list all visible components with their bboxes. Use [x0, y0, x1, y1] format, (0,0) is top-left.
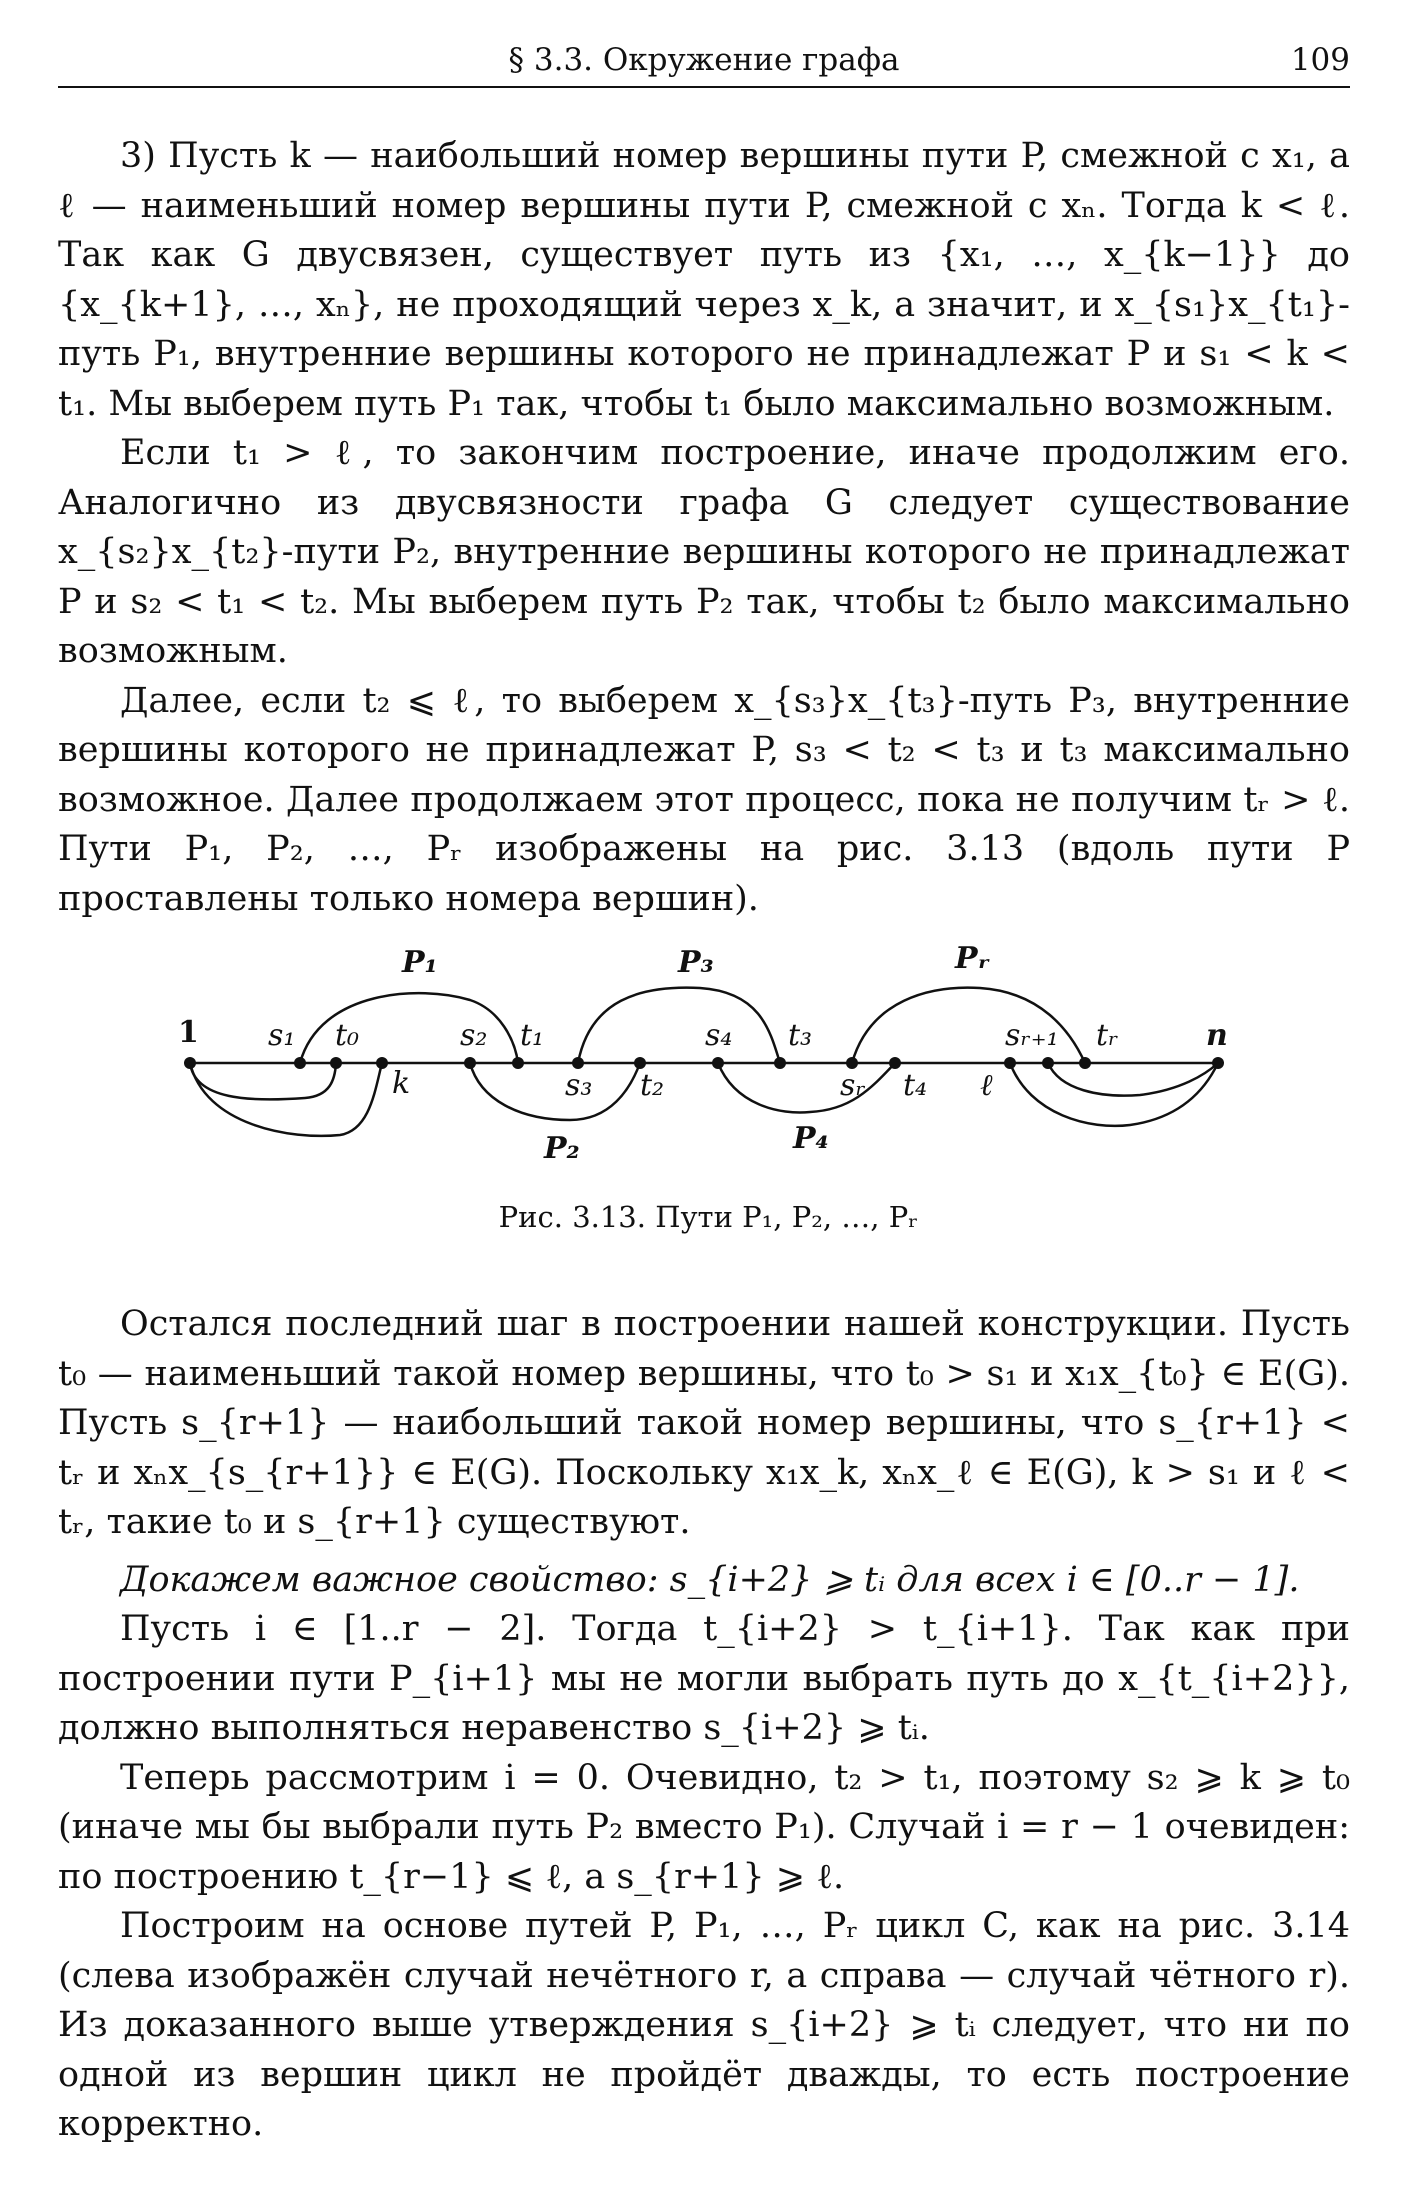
page-number: 109	[1290, 42, 1350, 78]
vertex-s1	[294, 1057, 306, 1069]
page-header	[58, 38, 1350, 88]
path-p4	[718, 1063, 895, 1112]
label-l: ℓ	[980, 1068, 993, 1103]
label-s4: s₄	[705, 1018, 733, 1053]
label-t4: t₄	[903, 1068, 928, 1103]
edge-sr1-n	[1048, 1063, 1218, 1096]
text-block-top	[58, 132, 1350, 924]
label-sr: sᵣ	[840, 1068, 866, 1103]
vertex-t1	[512, 1057, 524, 1069]
label-Pr: Pᵣ	[955, 941, 990, 976]
vertex-t4	[889, 1057, 901, 1069]
paragraph-cycle-construction: Построим на основе путей P, P₁, …, Pᵣ цикл C, как на рис. 3.14 (слева изображён случай нечётного r, а справа — случай чётного r). Из доказанного выше утверждения s_{i+2} ⩾ tᵢ следует, что ни по одной из вершин цикл не пройдёт дважды, то есть построение корректно.	[58, 1906, 1350, 2144]
paragraph-repeat-process: Далее, если t₂ ⩽ ℓ, то выберем x_{s₃}x_{t₃}-путь P₃, внутренние вершины которого не принадлежат P, s₃ < t₂ < t₃ и t₃ максимально возможное. Далее продолжаем этот процесс, пока не получим tᵣ > ℓ. Пути P₁, P₂, …, Pᵣ изображены на рис. 3.13 (вдоль пути P проставлены только номера вершин).	[58, 680, 1350, 919]
label-P1: P₁	[402, 945, 438, 980]
edge-1-t0	[190, 1063, 336, 1099]
label-tr: tᵣ	[1096, 1018, 1119, 1053]
vertex-s2	[464, 1057, 476, 1069]
label-1: 1	[178, 1015, 199, 1050]
paragraph-proof-general: Пусть i ∈ [1..r − 2]. Тогда t_{i+2} > t_{i+1}. Так как при построении пути P_{i+1} мы не могли выбрать путь до x_{t_{i+2}}, должно выполняться неравенство s_{i+2} ⩾ tᵢ.	[58, 1609, 1350, 1748]
vertex-k	[376, 1057, 388, 1069]
paragraph-proof-cases: Теперь рассмотрим i = 0. Очевидно, t₂ > t₁, поэтому s₂ ⩾ k ⩾ t₀ (иначе мы бы выбрали путь P₂ вместо P₁). Случай i = r − 1 очевиден: по построению t_{r−1} ⩽ ℓ, а s_{r+1} ⩾ ℓ.	[58, 1757, 1350, 1897]
vertex-tr	[1079, 1057, 1091, 1069]
paragraph-property: Докажем важное свойство: s_{i+2} ⩾ tᵢ для всех i ∈ [0..r − 1].	[120, 1559, 1300, 1600]
label-s3: s₃	[565, 1068, 593, 1103]
vertex-t3	[774, 1057, 786, 1069]
vertex-l	[1004, 1057, 1016, 1069]
running-title: § 3.3. Окружение графа	[508, 42, 900, 78]
label-t3: t₃	[788, 1018, 813, 1053]
label-P3: P₃	[678, 945, 714, 980]
vertex-s4	[712, 1057, 724, 1069]
path-p3	[578, 988, 780, 1063]
paragraph-continue-construction: Если t₁ > ℓ, то закончим построение, иначе продолжим его. Аналогично из двусвязности графа G следует существование x_{s₂}x_{t₂}-пути P₂, внутренние вершины которого не принадлежат P и s₂ < t₁ < t₂. Мы выберем путь P₂ так, чтобы t₂ было максимально возможным.	[58, 433, 1350, 671]
vertex-n	[1212, 1057, 1224, 1069]
label-t2: t₂	[640, 1068, 665, 1103]
path-p2	[470, 1063, 640, 1120]
label-s2: s₂	[460, 1018, 488, 1053]
label-P4: P₄	[793, 1121, 829, 1156]
label-s1: s₁	[268, 1018, 296, 1053]
label-n: n	[1206, 1018, 1228, 1053]
label-sr1: sᵣ₊₁	[1005, 1018, 1059, 1053]
paragraph-last-step: Остался последний шаг в построении нашей конструкции. Пусть t₀ — наименьший такой номер вершины, что t₀ > s₁ и x₁x_{t₀} ∈ E(G). Пусть s_{r+1} — наибольший такой номер вершины, что s_{r+1} < tᵣ и xₙx_{s_{r+1}} ∈ E(G). Поскольку x₁x_k, xₙx_ℓ ∈ E(G), k > s₁ и ℓ < tᵣ, такие t₀ и s_{r+1} существуют.	[58, 1304, 1350, 1542]
text-block-bottom	[58, 1300, 1350, 2150]
label-t0: t₀	[335, 1018, 360, 1053]
paragraph-step-3: 3) Пусть k — наибольший номер вершины пути P, смежной с x₁, а ℓ — наименьший номер вершины пути P, смежной с xₙ. Тогда k < ℓ. Так как G двусвязен, существует путь из {x₁, …, x_{k−1}} до {x_{k+1}, …, xₙ}, не проходящий через x_k, а значит, и x_{s₁}x_{t₁}-путь P₁, внутренние вершины которого не принадлежат P и s₁ < k < t₁. Мы выберем путь P₁ так, чтобы t₁ было максимально возможным.	[58, 136, 1350, 424]
figure-3-13	[0, 930, 1417, 1170]
vertex-1	[184, 1057, 196, 1069]
label-P2: P₂	[544, 1131, 580, 1166]
vertex-t0	[330, 1057, 342, 1069]
vertex-sr1	[1042, 1057, 1054, 1069]
label-k: k	[392, 1066, 411, 1101]
label-t1: t₁	[520, 1018, 545, 1053]
figure-caption: Рис. 3.13. Пути P₁, P₂, …, Pᵣ	[498, 1200, 919, 1234]
